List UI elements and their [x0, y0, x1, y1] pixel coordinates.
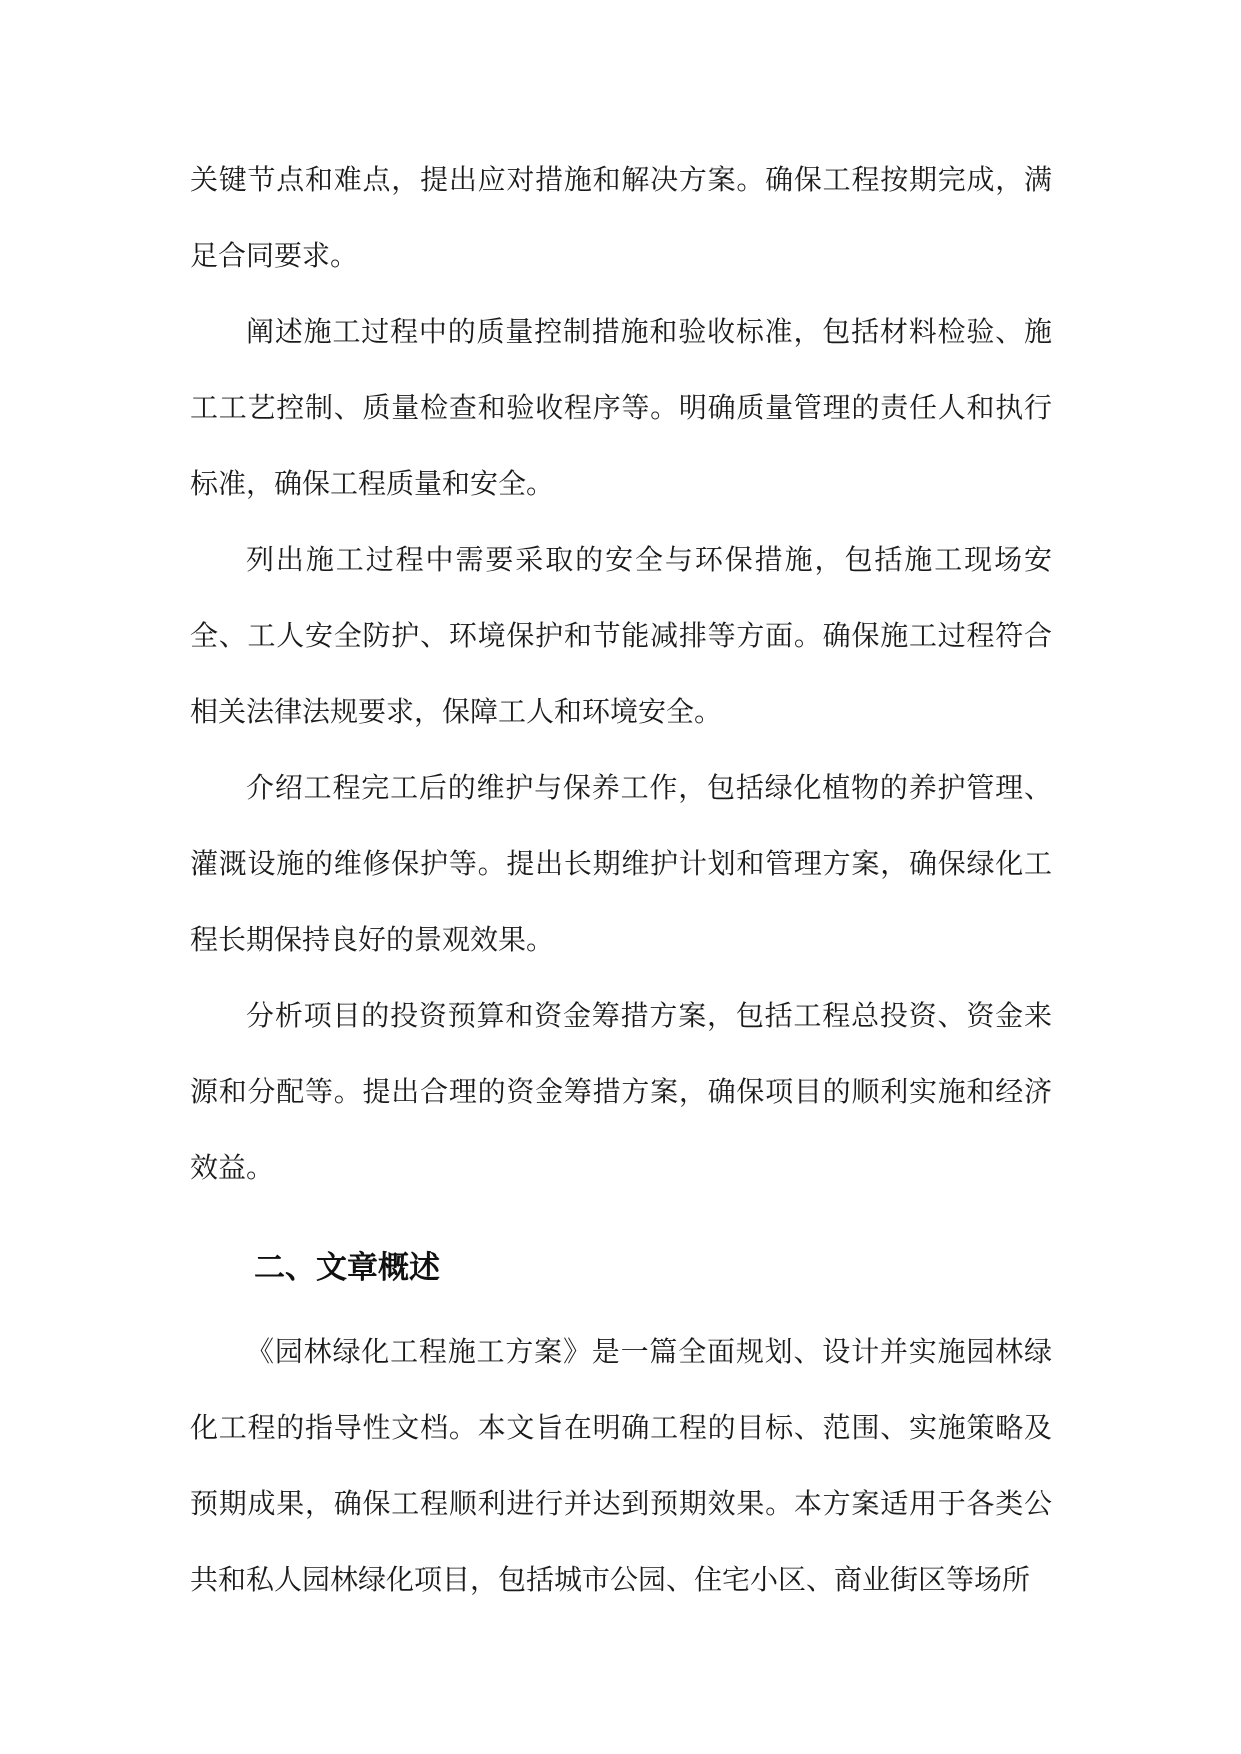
section-heading: 二、文章概述 — [254, 1250, 440, 1286]
body-paragraph-maintenance: 介绍工程完工后的维护与保养工作，包括绿化植物的养护管理、灌溉设施的维修保护等。提出长期维护计划和管理方案，确保绿化工程长期保持良好的景观效果。 — [190, 771, 1052, 956]
body-paragraph-quality-control: 阐述施工过程中的质量控制措施和验收标准，包括材料检验、施工工艺控制、质量检查和验收程序等。明确质量管理的责任人和执行标准，确保工程质量和安全。 — [190, 315, 1052, 500]
body-paragraph-continued: 关键节点和难点，提出应对措施和解决方案。确保工程按期完成，满足合同要求。 — [190, 163, 1052, 272]
body-paragraph-investment: 分析项目的投资预算和资金筹措方案，包括工程总投资、资金来源和分配等。提出合理的资金筹措方案，确保项目的顺利实施和经济效益。 — [190, 999, 1052, 1184]
body-paragraph-safety-environment: 列出施工过程中需要采取的安全与环保措施，包括施工现场安全、工人安全防护、环境保护和节能减排等方面。确保施工过程符合相关法律法规要求，保障工人和环境安全。 — [190, 543, 1052, 728]
body-paragraph-overview: 《园林绿化工程施工方案》是一篇全面规划、设计并实施园林绿化工程的指导性文档。本文旨在明确工程的目标、范围、实施策略及预期成果，确保工程顺利进行并达到预期效果。本方案适用于各类公共和私人园林绿化项目，包括城市公园、住宅小区、商业街区等场所 — [190, 1335, 1052, 1596]
document-body — [190, 142, 1052, 1618]
